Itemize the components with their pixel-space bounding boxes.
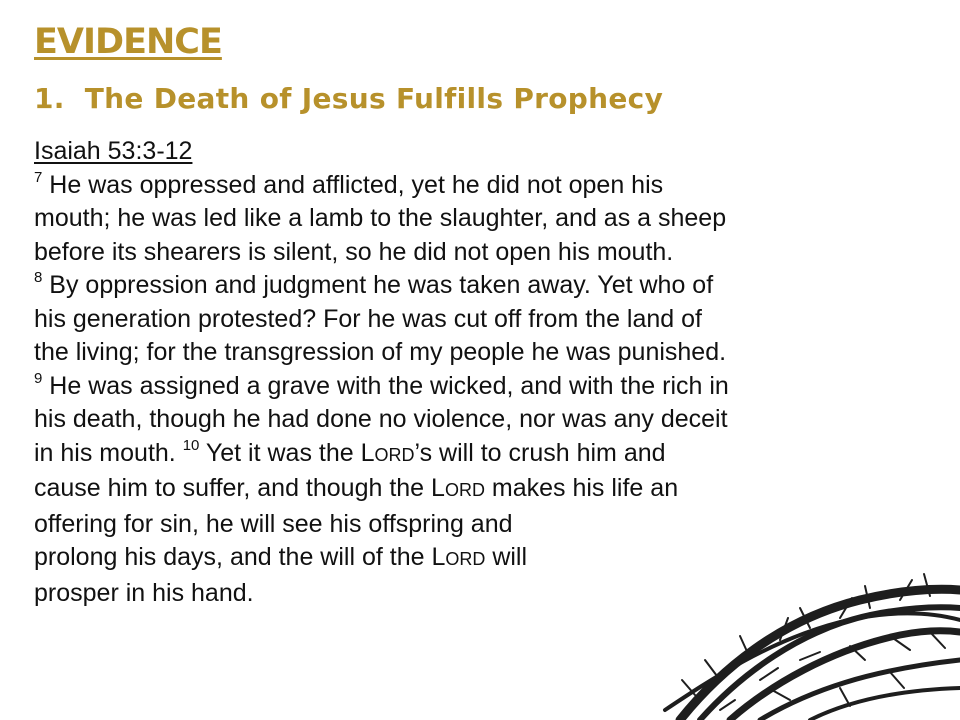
verse-text: He was assigned a grave with the wicked, and with the rich in — [42, 371, 729, 400]
verse-text: prolong his days, and the will of the — [34, 543, 432, 571]
verse-number: 10 — [182, 436, 200, 454]
verse-line — [34, 269, 934, 303]
verse-number: 7 — [34, 168, 43, 186]
verse-line — [34, 437, 934, 473]
verse-line — [34, 472, 934, 508]
verse-text: He was oppressed and afflicted, yet he did not open his — [42, 170, 664, 199]
verse-line: mouth; he was led like a lamb to the slaughter, and as a sheep — [34, 204, 727, 232]
slide-title: EVIDENCE — [34, 22, 222, 62]
verse-line: offering for sin, he will see his offspring and — [34, 509, 513, 538]
verse-line: the living; for the transgression of my people he was punished. — [34, 338, 727, 366]
verse-text: makes his life an — [484, 474, 679, 502]
verse-number: 9 — [34, 369, 43, 387]
lord-word: LORD — [431, 474, 485, 502]
scripture-reference: Isaiah 53:3-12 — [34, 137, 193, 165]
lord-word: LORD — [360, 438, 415, 467]
verse-text: cause him to suffer, and though the — [34, 474, 432, 502]
verse-line — [34, 169, 934, 203]
verse-line: before its shearers is silent, so he did not open his mouth. — [34, 237, 674, 266]
verse-text: Yet it was the — [199, 438, 361, 467]
subtitle-text: The Death of Jesus Fulfills Prophecy — [84, 82, 664, 115]
verse-line: his death, though he had done no violence, nor was any deceit — [34, 405, 728, 433]
verse-text: will — [485, 543, 528, 571]
verse-text: in his mouth. — [34, 438, 183, 467]
lord-word: LORD — [431, 543, 486, 571]
verse-number: 8 — [34, 269, 43, 286]
scripture-text — [34, 135, 934, 610]
slide-subtitle — [34, 82, 663, 115]
verse-text: ’s will to crush him and — [414, 438, 666, 467]
crown-of-thorns-image — [660, 560, 960, 720]
verse-line: his generation protested? For he was cut off from the land of — [34, 304, 702, 333]
verse-line — [34, 370, 934, 404]
verse-text: By oppression and judgment he was taken away. Yet who of — [42, 271, 714, 299]
subtitle-number: 1. — [34, 82, 65, 115]
verse-line: prosper in his hand. — [34, 578, 254, 607]
